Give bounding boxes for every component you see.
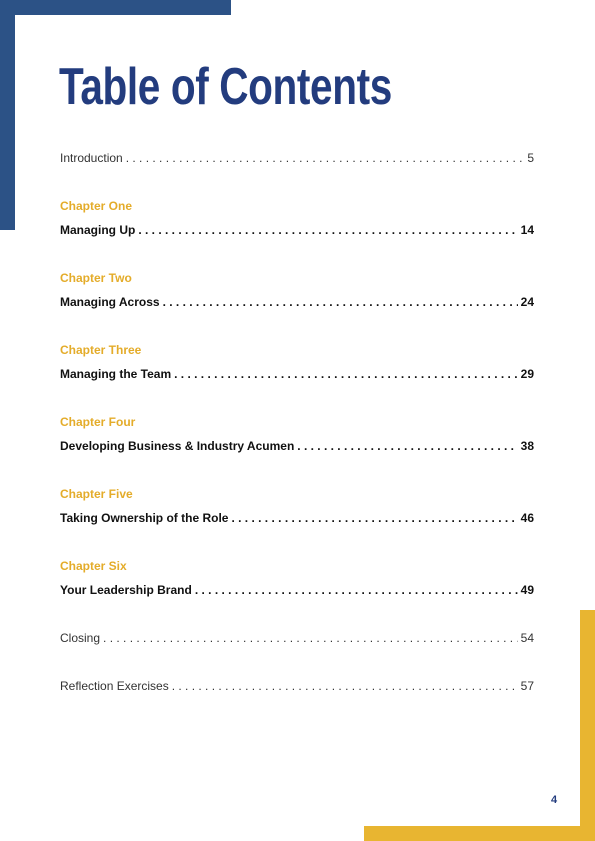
right-gold-bar: [580, 610, 595, 841]
chapter-label-five: Chapter Five: [60, 487, 133, 501]
toc-entry-introduction[interactable]: [60, 149, 534, 167]
toc-entry-page: 5: [527, 151, 534, 165]
toc-entry-page: 49: [520, 583, 534, 597]
dot-leader: [163, 293, 518, 311]
bottom-gold-bar: [364, 826, 595, 841]
chapter-label-two: Chapter Two: [60, 271, 132, 285]
toc-entry-label: Managing Up: [60, 223, 136, 237]
dot-leader: [103, 629, 518, 647]
toc-entry-chapter-five[interactable]: [60, 509, 534, 527]
toc-entry-label: Reflection Exercises: [60, 679, 169, 693]
toc-entry-page: 38: [520, 439, 534, 453]
toc-entry-page: 57: [520, 679, 534, 693]
dot-leader: [138, 221, 517, 239]
toc-entry-chapter-two[interactable]: [60, 293, 534, 311]
toc-entry-label: Developing Business & Industry Acumen: [60, 439, 295, 453]
dot-leader: [297, 437, 517, 455]
toc-entry-page: 14: [520, 223, 534, 237]
dot-leader: [231, 509, 517, 527]
dot-leader: [172, 677, 518, 695]
chapter-label-four: Chapter Four: [60, 415, 136, 429]
toc-entry-chapter-one[interactable]: [60, 221, 534, 239]
page-number: 4: [551, 794, 558, 806]
toc-entry-label: Managing the Team: [60, 367, 172, 381]
toc-entry-chapter-four[interactable]: [60, 437, 534, 455]
toc-entry-label: Introduction: [60, 151, 123, 165]
chapter-label-six: Chapter Six: [60, 559, 127, 573]
page-title: Table of Contents: [59, 58, 392, 116]
top-left-blue-bar: [0, 0, 231, 15]
toc-entry-page: 54: [520, 631, 534, 645]
toc-entry-label: Your Leadership Brand: [60, 583, 192, 597]
toc-entry-label: Taking Ownership of the Role: [60, 511, 229, 525]
toc-entry-reflection-exercises[interactable]: [60, 677, 534, 695]
chapter-label-three: Chapter Three: [60, 343, 142, 357]
chapter-label-one: Chapter One: [60, 199, 133, 213]
toc-entry-label: Closing: [60, 631, 101, 645]
toc-entry-page: 24: [520, 295, 534, 309]
left-blue-bar: [0, 0, 15, 230]
dot-leader: [174, 365, 518, 383]
toc-entry-chapter-six[interactable]: [60, 581, 534, 599]
toc-entry-page: 29: [520, 367, 534, 381]
toc-entry-label: Managing Across: [60, 295, 160, 309]
toc-entry-page: 46: [520, 511, 534, 525]
toc-entry-closing[interactable]: [60, 629, 534, 647]
toc-entry-chapter-three[interactable]: [60, 365, 534, 383]
dot-leader: [195, 581, 518, 599]
dot-leader: [126, 149, 525, 167]
